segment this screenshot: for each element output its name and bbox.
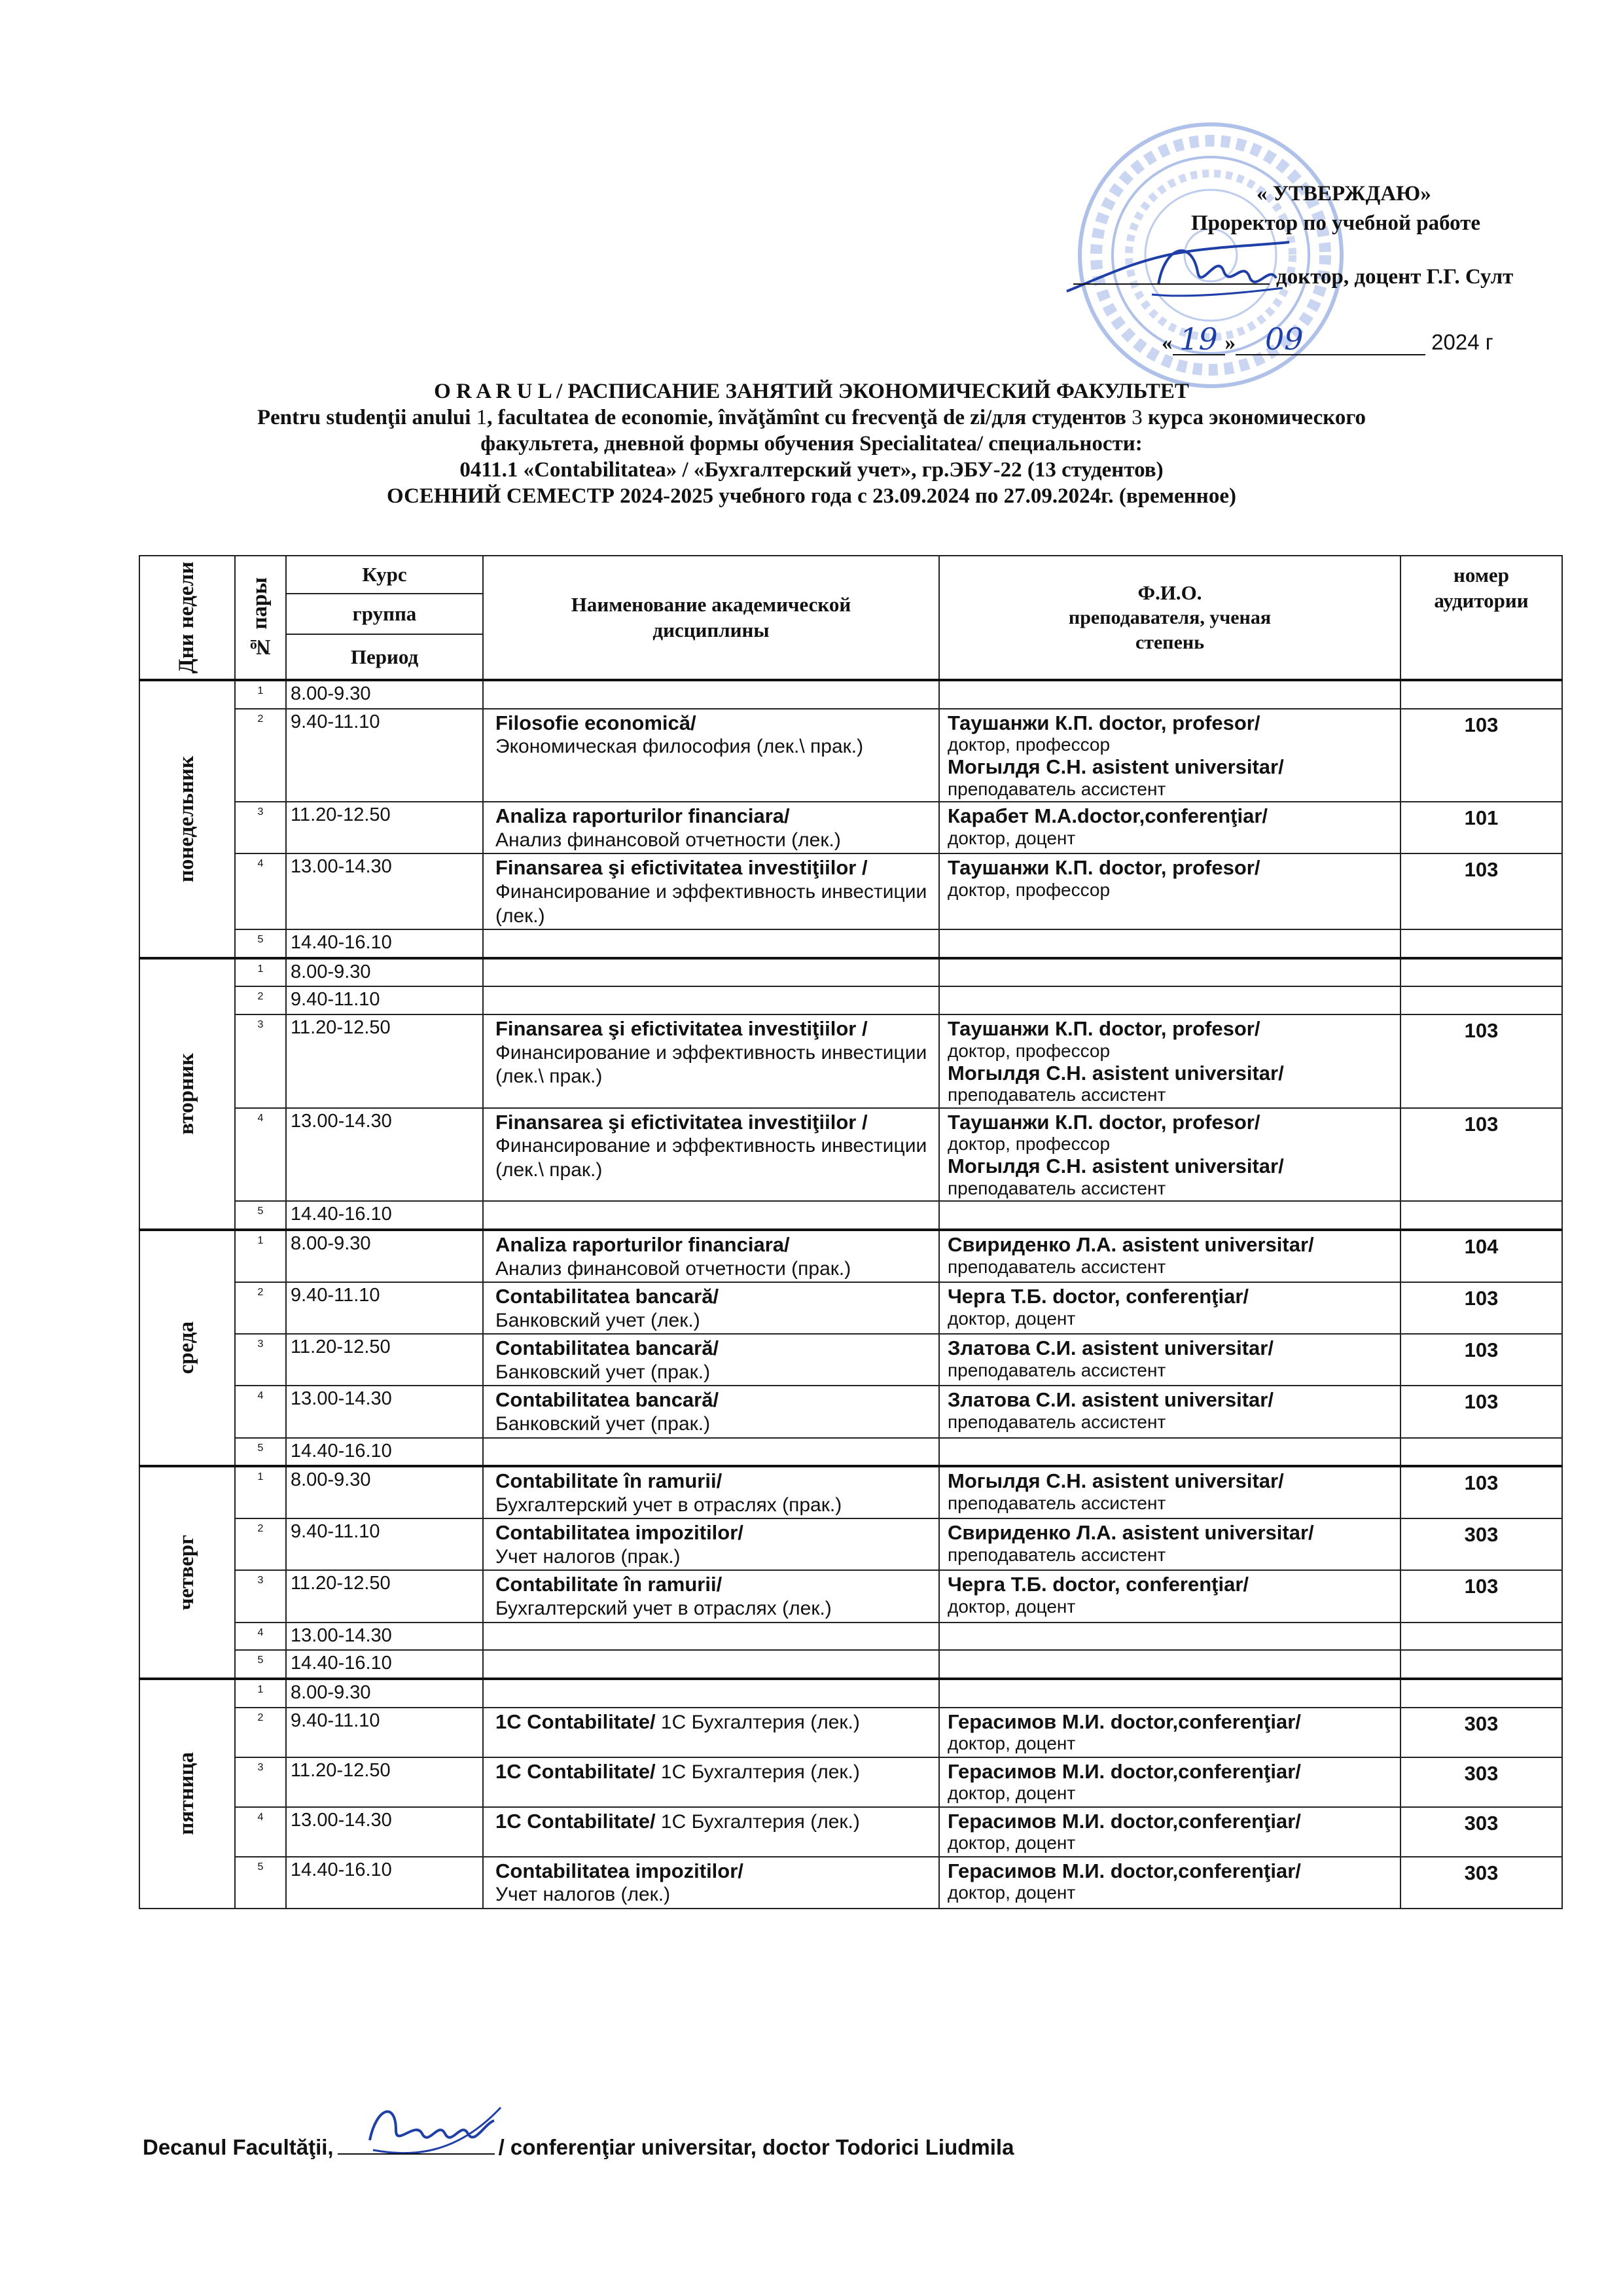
teacher-name: Свириденко Л.А. asistent universitar/: [948, 1521, 1314, 1545]
subject-cell: [483, 1438, 939, 1467]
teacher-cell: [939, 709, 1400, 802]
approval-year: 2024 г: [1431, 330, 1493, 354]
teacher-degree: преподаватель ассистент: [948, 1412, 1166, 1433]
day-name-cell: [139, 1466, 235, 1679]
schedule-row: [139, 1201, 1562, 1230]
heading-year-ro: 1: [476, 406, 488, 429]
room-number: [1400, 1650, 1562, 1679]
teacher-cell: [939, 1623, 1400, 1651]
teacher-degree: преподаватель ассистент: [948, 1492, 1166, 1513]
subject-ru: Финансирование и эффективность инвестиции (лек.): [495, 881, 927, 927]
schedule-row: [139, 1570, 1562, 1622]
header-discipline-label: Наименование академической дисциплины: [571, 592, 851, 641]
subject-cell: [483, 1518, 939, 1570]
teacher-degree: доктор, доцент: [948, 1733, 1076, 1754]
teacher-cell: [939, 1466, 1400, 1518]
approval-title: « УТВЕРЖДАЮ»: [1257, 182, 1431, 206]
subject-cell: [483, 802, 939, 853]
heading-students-c: , facultatea de economie, învăţămînt cu frecvenţă de zi/для студентов: [487, 406, 1132, 429]
approval-name: доктор, доцент Г.Г. Султ: [1276, 265, 1514, 289]
pair-number: 3: [235, 1757, 286, 1807]
teacher-name: Свириденко Л.А. asistent universitar/: [948, 1232, 1314, 1256]
header-discipline: [483, 556, 939, 680]
footer-label: Decanul Facultăţii,: [143, 2135, 334, 2159]
subject-cell: [483, 853, 939, 929]
subject-cell: [483, 929, 939, 958]
pair-time: 13.00-14.30: [286, 1108, 483, 1202]
pair-number: 2: [235, 986, 286, 1014]
pair-number: 5: [235, 1438, 286, 1467]
approval-close-quote: »: [1224, 331, 1236, 355]
room-number: 303: [1400, 1807, 1562, 1857]
teacher-cell: [939, 1807, 1400, 1857]
teacher-name: Герасимов М.И. doctor,conferenţiar/: [948, 1809, 1301, 1833]
heading-students-e: курса экономического: [1142, 406, 1366, 429]
pair-time: 14.40-16.10: [286, 1201, 483, 1230]
subject-ro: Analiza raporturilor financiara/: [495, 804, 790, 828]
teacher-name: Герасимов М.И. doctor,conferenţiar/: [948, 1710, 1301, 1733]
teacher-degree: доктор, доцент: [948, 1783, 1076, 1804]
subject-ro: Contabilitatea bancară/: [495, 1285, 719, 1308]
footer: [143, 2135, 1014, 2160]
pair-time: 11.20-12.50: [286, 802, 483, 853]
room-number: 103: [1400, 1334, 1562, 1386]
day-name: вторник: [175, 1053, 199, 1135]
teacher-name: Таушанжи К.П. doctor, profesor/: [948, 1017, 1260, 1040]
teacher-cell: [939, 1857, 1400, 1909]
schedule-row: [139, 1518, 1562, 1570]
teacher-name: Таушанжи К.П. doctor, profesor/: [948, 711, 1260, 734]
schedule-row: [139, 1014, 1562, 1108]
subject-ro: Contabilitate în ramurii/: [495, 1573, 722, 1596]
pair-number: 5: [235, 1857, 286, 1909]
approval-day: 19: [1173, 324, 1225, 355]
teacher-cell: [939, 1708, 1400, 1757]
day-name-cell: [139, 1230, 235, 1466]
room-number: [1400, 1438, 1562, 1467]
room-number: 103: [1400, 1386, 1562, 1437]
room-number: 303: [1400, 1518, 1562, 1570]
pair-time: 13.00-14.30: [286, 1623, 483, 1651]
subject-ru: Финансирование и эффективность инвестиции (лек.\ прак.): [495, 1041, 927, 1088]
header-group: группа: [286, 594, 483, 634]
schedule-row: [139, 1650, 1562, 1679]
teacher-cell: [939, 1108, 1400, 1202]
room-number: 103: [1400, 1282, 1562, 1334]
subject-ru: 1С Бухгалтерия (лек.): [655, 1761, 860, 1783]
pair-number: 5: [235, 929, 286, 958]
subject-ru: Учет налогов (лек.): [495, 1884, 671, 1906]
room-number: [1400, 929, 1562, 958]
pair-number: 5: [235, 1201, 286, 1230]
teacher-cell: [939, 1282, 1400, 1334]
room-number: 103: [1400, 1466, 1562, 1518]
pair-number: 1: [235, 1466, 286, 1518]
pair-number: 3: [235, 1334, 286, 1386]
heading-group: 0411.1 «Contabilitatea» / «Бухгалтерский учет», гр.ЭБУ-22 (13 студентов): [459, 458, 1164, 482]
room-number: [1400, 680, 1562, 709]
subject-cell: [483, 1201, 939, 1230]
subject-cell: [483, 1857, 939, 1909]
teacher-cell: [939, 1230, 1400, 1282]
heading-students: [79, 404, 1544, 431]
pair-number: 4: [235, 853, 286, 929]
pair-number: 5: [235, 1650, 286, 1679]
subject-ru: Финансирование и эффективность инвестиции (лек.\ прак.): [495, 1135, 927, 1181]
subject-ro: Finansarea şi efictivitatea investiţiilor /: [495, 856, 868, 880]
heading-specialty: факультета, дневной формы обучения Specialitatea/ специальности:: [480, 432, 1143, 456]
subject-cell: [483, 958, 939, 987]
teacher-degree: доктор, доцент: [948, 1308, 1076, 1329]
subject-ru: Банковский учет (прак.): [495, 1413, 711, 1435]
teacher-cell: [939, 958, 1400, 987]
day-name: пятница: [175, 1752, 199, 1836]
subject-cell: [483, 1108, 939, 1202]
teacher-name: Таушанжи К.П. doctor, profesor/: [948, 856, 1260, 880]
room-number: 303: [1400, 1757, 1562, 1807]
schedule-row: [139, 958, 1562, 987]
schedule-row: [139, 1282, 1562, 1334]
teacher-degree: доктор, доцент: [948, 1833, 1076, 1854]
header-room: [1400, 556, 1562, 680]
room-number: [1400, 958, 1562, 987]
room-number: [1400, 1201, 1562, 1230]
schedule-row: [139, 1438, 1562, 1467]
teacher-degree: доктор, доцент: [948, 1596, 1076, 1617]
schedule-row: [139, 1757, 1562, 1807]
subject-cell: [483, 1282, 939, 1334]
subject-cell: [483, 1757, 939, 1807]
teacher-degree: доктор, профессор: [948, 880, 1111, 901]
pair-time: 9.40-11.10: [286, 1282, 483, 1334]
pair-time: 11.20-12.50: [286, 1334, 483, 1386]
teacher-cell: [939, 1757, 1400, 1807]
room-number: 303: [1400, 1708, 1562, 1757]
teacher-cell: [939, 1570, 1400, 1622]
pair-number: 2: [235, 1518, 286, 1570]
pair-time: 14.40-16.10: [286, 1438, 483, 1467]
pair-number: 2: [235, 1708, 286, 1757]
schedule-row: [139, 1466, 1562, 1518]
teacher-cell: [939, 929, 1400, 958]
schedule-row: [139, 1857, 1562, 1909]
teacher-name: Златова С.И. asistent universitar/: [948, 1336, 1274, 1360]
schedule-row: [139, 1334, 1562, 1386]
teacher-name: Черга Т.Б. doctor, conferenţiar/: [948, 1285, 1249, 1308]
room-number: 103: [1400, 1014, 1562, 1108]
heading-year-ru: 3: [1132, 406, 1143, 429]
schedule-row: [139, 709, 1562, 802]
teacher-cell: [939, 680, 1400, 709]
pair-number: 4: [235, 1108, 286, 1202]
approval-position: Проректор по учебной работе: [1191, 211, 1481, 235]
teacher-name: Златова С.И. asistent universitar/: [948, 1388, 1274, 1412]
subject-cell: [483, 1623, 939, 1651]
teacher-name: Могылдя С.Н. asistent universitar/: [948, 755, 1284, 779]
approval-name-line: [1073, 266, 1513, 288]
subject-ru: Банковский учет (прак.): [495, 1361, 711, 1383]
day-name-cell: [139, 680, 235, 958]
teacher-degree: преподаватель ассистент: [948, 1544, 1166, 1565]
heading-semester: ОСЕННИЙ СЕМЕСТР 2024-2025 учебного года с 23.09.2024 по 27.09.2024г. (временное): [387, 484, 1236, 508]
schedule-row: [139, 802, 1562, 853]
pair-number: 2: [235, 709, 286, 802]
schedule-row: [139, 853, 1562, 929]
teacher-cell: [939, 1650, 1400, 1679]
subject-ro: 1C Contabilitate/: [495, 1759, 656, 1783]
subject-cell: [483, 986, 939, 1014]
day-name: четверг: [175, 1534, 199, 1611]
teacher-cell: [939, 1679, 1400, 1708]
teacher-degree: преподаватель ассистент: [948, 1359, 1166, 1380]
subject-ru: Бухгалтерский учет в отраслях (прак.): [495, 1494, 842, 1516]
pair-number: 4: [235, 1623, 286, 1651]
teacher-degree: доктор, доцент: [948, 827, 1076, 848]
teacher-cell: [939, 1386, 1400, 1437]
schedule-row: [139, 986, 1562, 1014]
room-number: 104: [1400, 1230, 1562, 1282]
schedule-row: [139, 680, 1562, 709]
subject-cell: [483, 1014, 939, 1108]
teacher-cell: [939, 1201, 1400, 1230]
subject-cell: [483, 1570, 939, 1622]
header-days-label: Дни недели: [175, 561, 199, 674]
schedule-row: [139, 1623, 1562, 1651]
subject-cell: [483, 1807, 939, 1857]
subject-ru: Экономическая философия (лек.\ прак.): [495, 736, 864, 758]
header-course: Курс: [286, 556, 483, 594]
teacher-name: Герасимов М.И. doctor,conferenţiar/: [948, 1759, 1301, 1783]
teacher-degree: преподаватель ассистент: [948, 1085, 1166, 1105]
schedule-row: [139, 1679, 1562, 1708]
teacher-degree: преподаватель ассистент: [948, 1178, 1166, 1199]
subject-ru: Анализ финансовой отчетности (прак.): [495, 1257, 851, 1280]
pair-time: 11.20-12.50: [286, 1014, 483, 1108]
day-name: среда: [175, 1321, 199, 1374]
subject-cell: [483, 1708, 939, 1757]
teacher-degree: доктор, профессор: [948, 734, 1111, 755]
teacher-name: Таушанжи К.П. doctor, profesor/: [948, 1110, 1260, 1134]
teacher-name: Герасимов М.И. doctor,conferenţiar/: [948, 1859, 1301, 1882]
subject-ru: Учет налогов (прак.): [495, 1545, 681, 1568]
teacher-degree: доктор, доцент: [948, 1882, 1076, 1903]
subject-ro: Contabilitate în ramurii/: [495, 1469, 722, 1493]
subject-ro: 1C Contabilitate/: [495, 1710, 656, 1733]
heading-title: O R A R U L / РАСПИСАНИЕ ЗАНЯТИЙ ЭКОНОМИЧЕСКИЙ ФАКУЛЬТЕТ: [434, 380, 1189, 403]
subject-ro: Finansarea şi efictivitatea investiţiilor /: [495, 1110, 868, 1134]
teacher-cell: [939, 986, 1400, 1014]
teacher-name: Черга Т.Б. doctor, conferenţiar/: [948, 1573, 1249, 1596]
teacher-cell: [939, 1518, 1400, 1570]
teacher-name: Могылдя С.Н. asistent universitar/: [948, 1061, 1284, 1085]
pair-number: 3: [235, 1570, 286, 1622]
subject-cell: [483, 1230, 939, 1282]
header-days: [139, 556, 235, 680]
subject-ru: Банковский учет (лек.): [495, 1309, 700, 1331]
room-number: 103: [1400, 1570, 1562, 1622]
pair-time: 9.40-11.10: [286, 1708, 483, 1757]
teacher-cell: [939, 853, 1400, 929]
pair-time: 9.40-11.10: [286, 709, 483, 802]
pair-number: 1: [235, 1679, 286, 1708]
teacher-name: Могылдя С.Н. asistent universitar/: [948, 1155, 1284, 1178]
pair-number: 2: [235, 1282, 286, 1334]
schedule-row: [139, 1386, 1562, 1437]
teacher-cell: [939, 1014, 1400, 1108]
schedule-row: [139, 1108, 1562, 1202]
teacher-degree: доктор, профессор: [948, 1134, 1111, 1155]
teacher-name: Карабет М.А.doctor,conferenţiar/: [948, 804, 1268, 828]
approval-month: 09: [1236, 324, 1425, 355]
header-teacher-label: Ф.И.О.: [1137, 581, 1202, 604]
subject-ro: Contabilitatea impozitilor/: [495, 1521, 743, 1545]
pair-time: 11.20-12.50: [286, 1757, 483, 1807]
pair-time: 13.00-14.30: [286, 1386, 483, 1437]
pair-number: 3: [235, 802, 286, 853]
teacher-degree: преподаватель ассистент: [948, 1256, 1166, 1277]
subject-ro: Contabilitatea bancară/: [495, 1388, 719, 1412]
day-name: понедельник: [175, 755, 199, 882]
pair-time: 14.40-16.10: [286, 929, 483, 958]
pair-time: 13.00-14.30: [286, 1807, 483, 1857]
footer-dean: / conferenţiar universitar, doctor Todorici Liudmila: [498, 2135, 1014, 2159]
pair-time: 9.40-11.10: [286, 986, 483, 1014]
room-number: 103: [1400, 1108, 1562, 1202]
day-name-cell: [139, 958, 235, 1230]
pair-number: 1: [235, 1230, 286, 1282]
pair-time: 8.00-9.30: [286, 1466, 483, 1518]
room-number: 103: [1400, 853, 1562, 929]
pair-time: 9.40-11.10: [286, 1518, 483, 1570]
pair-time: 8.00-9.30: [286, 1679, 483, 1708]
teacher-name: Могылдя С.Н. asistent universitar/: [948, 1469, 1284, 1493]
subject-ro: Contabilitatea impozitilor/: [495, 1859, 743, 1882]
document-heading: [79, 378, 1544, 509]
teacher-degree: доктор, профессор: [948, 1040, 1111, 1061]
subject-ro: Analiza raporturilor financiara/: [495, 1232, 790, 1256]
room-number: 303: [1400, 1857, 1562, 1909]
schedule-row: [139, 1807, 1562, 1857]
subject-cell: [483, 680, 939, 709]
schedule-row: [139, 1708, 1562, 1757]
schedule-table: [139, 555, 1563, 1909]
pair-number: 3: [235, 1014, 286, 1108]
header-teacher: [939, 556, 1400, 680]
header-period: Период: [286, 634, 483, 680]
pair-time: 14.40-16.10: [286, 1650, 483, 1679]
pair-number: 1: [235, 958, 286, 987]
room-number: 103: [1400, 709, 1562, 802]
pair-number: 4: [235, 1807, 286, 1857]
subject-ro: 1C Contabilitate/: [495, 1809, 656, 1833]
subject-ru: 1С Бухгалтерия (лек.): [655, 1711, 860, 1733]
pair-time: 8.00-9.30: [286, 1230, 483, 1282]
subject-cell: [483, 1334, 939, 1386]
subject-ro: Filosofie economică/: [495, 711, 696, 734]
room-number: [1400, 1679, 1562, 1708]
teacher-cell: [939, 1334, 1400, 1386]
heading-students-a: Pentru studenţii anului: [257, 406, 476, 429]
header-pair-label: № пары: [248, 577, 272, 658]
header-room-label: номер аудитории: [1434, 564, 1529, 612]
pair-time: 8.00-9.30: [286, 680, 483, 709]
subject-ro: Finansarea şi efictivitatea investiţiilor /: [495, 1017, 868, 1040]
room-number: 101: [1400, 802, 1562, 853]
pair-time: 13.00-14.30: [286, 853, 483, 929]
subject-cell: [483, 1466, 939, 1518]
subject-cell: [483, 709, 939, 802]
subject-ru: Анализ финансовой отчетности (лек.): [495, 829, 841, 851]
room-number: [1400, 986, 1562, 1014]
header-pair: [235, 556, 286, 680]
approval-open-quote: «: [1162, 331, 1173, 355]
subject-ru: Бухгалтерский учет в отраслях (лек.): [495, 1598, 832, 1620]
header-teacher-sub: преподавателя, ученая степень: [1068, 607, 1272, 653]
pair-time: 14.40-16.10: [286, 1857, 483, 1909]
subject-cell: [483, 1386, 939, 1437]
pair-number: 4: [235, 1386, 286, 1437]
subject-ro: Contabilitatea bancară/: [495, 1336, 719, 1360]
day-name-cell: [139, 1679, 235, 1909]
schedule-row: [139, 929, 1562, 958]
pair-time: 11.20-12.50: [286, 1570, 483, 1622]
teacher-degree: преподаватель ассистент: [948, 779, 1166, 800]
teacher-cell: [939, 1438, 1400, 1467]
pair-time: 8.00-9.30: [286, 958, 483, 987]
subject-cell: [483, 1679, 939, 1708]
subject-cell: [483, 1650, 939, 1679]
approval-date: [1162, 321, 1493, 357]
subject-ru: 1С Бухгалтерия (лек.): [655, 1810, 860, 1833]
room-number: [1400, 1623, 1562, 1651]
schedule-row: [139, 1230, 1562, 1282]
pair-number: 1: [235, 680, 286, 709]
teacher-cell: [939, 802, 1400, 853]
